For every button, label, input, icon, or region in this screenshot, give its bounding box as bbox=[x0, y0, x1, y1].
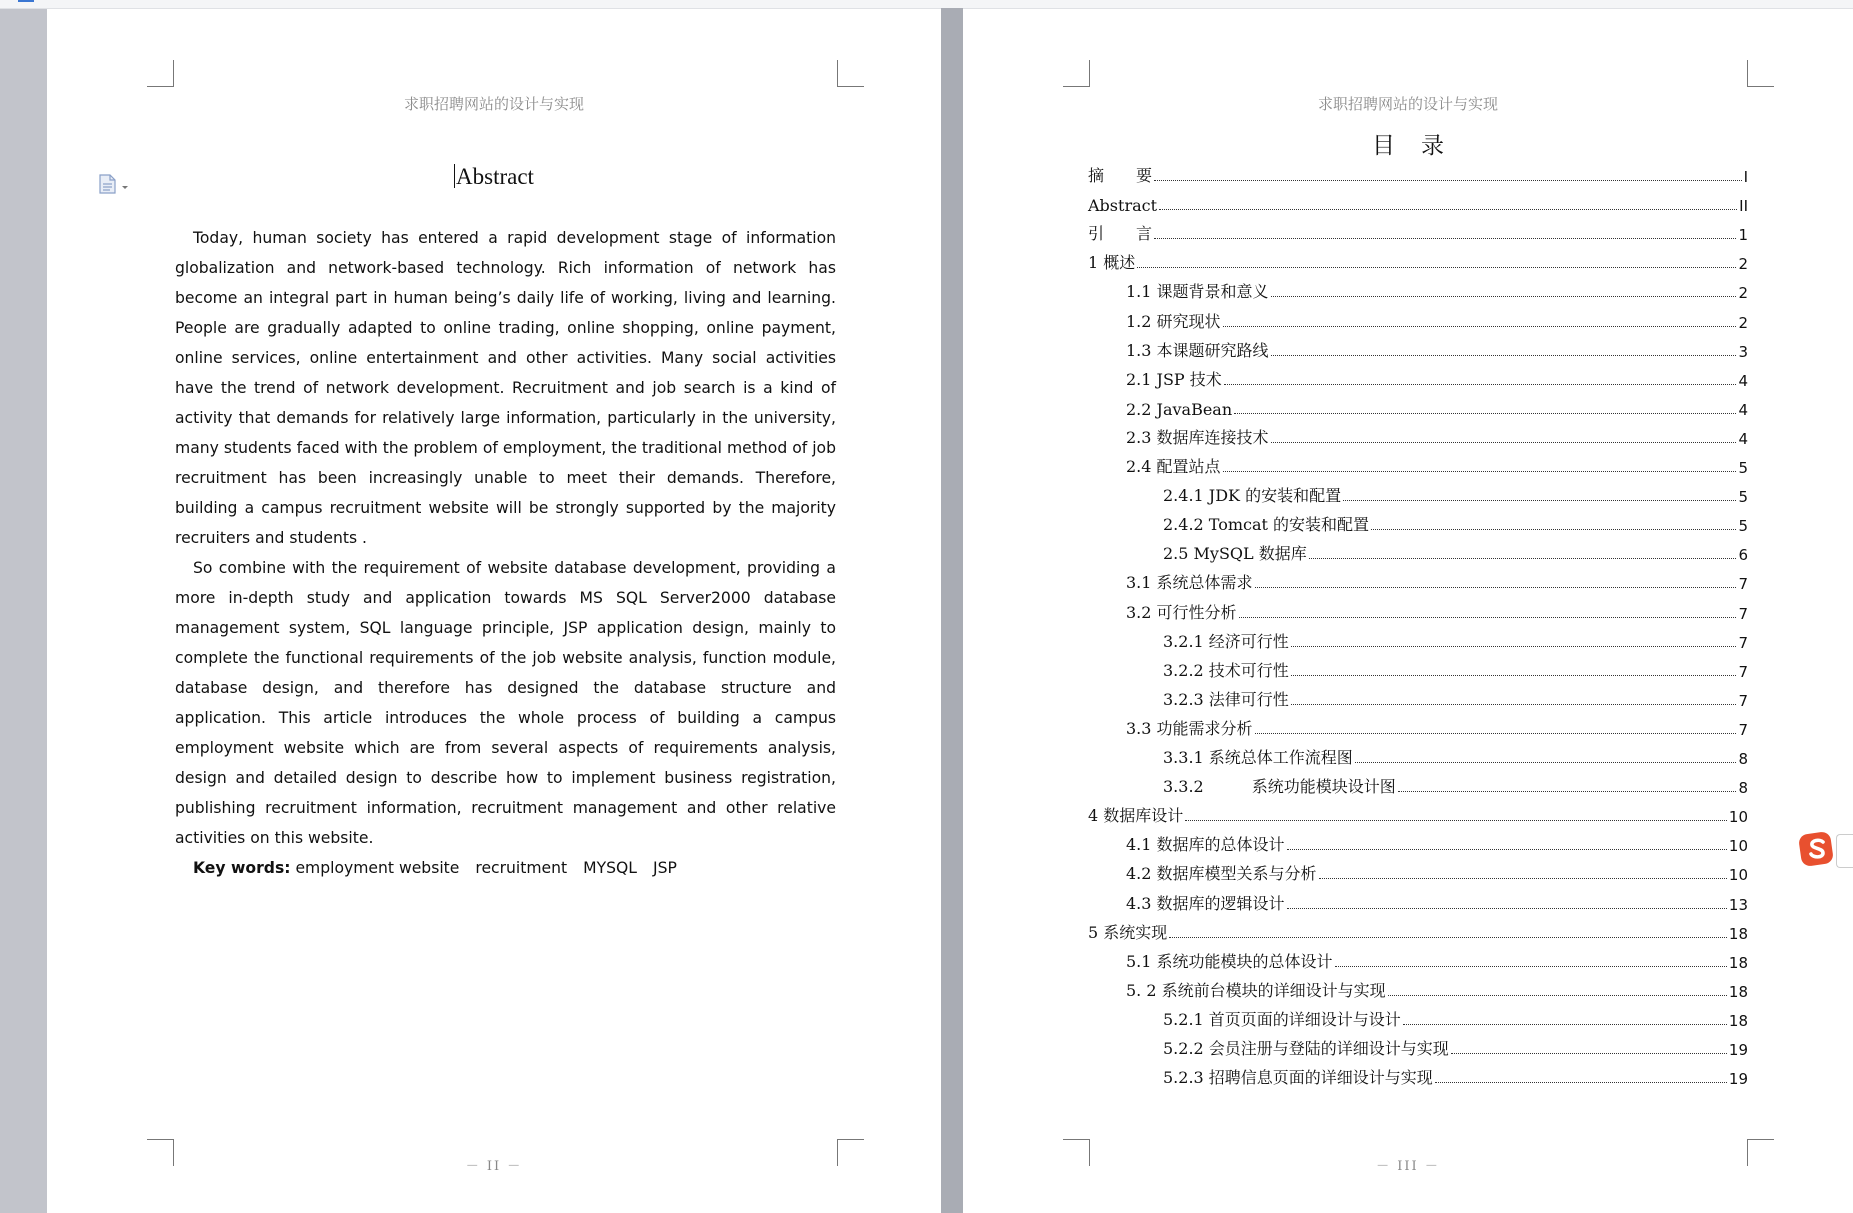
toc-leader-dots bbox=[1154, 238, 1736, 239]
toc-leader-dots bbox=[1319, 878, 1727, 879]
toc-entry-title: 2.4.2 Tomcat 的安装和配置 bbox=[1163, 515, 1370, 535]
toc-entry[interactable] bbox=[1126, 569, 1748, 593]
toc-entry-title: 3.1 系统总体需求 bbox=[1126, 573, 1253, 593]
crop-mark bbox=[147, 60, 174, 87]
toc-entry-page: 5 bbox=[1738, 488, 1748, 507]
toc-leader-dots bbox=[1291, 704, 1737, 705]
toc-entry-title: 4.1 数据库的总体设计 bbox=[1126, 835, 1285, 855]
toc-entry-page: 5 bbox=[1738, 459, 1748, 477]
toc-leader-dots bbox=[1271, 296, 1737, 297]
toc-entry-title: 5 系统实现 bbox=[1088, 922, 1168, 942]
toc-entry[interactable] bbox=[1163, 1064, 1748, 1088]
toc-entry-title: 1.3 本课题研究路线 bbox=[1126, 340, 1269, 360]
keyword: MYSQL bbox=[583, 859, 637, 877]
toc-leader-dots bbox=[1287, 849, 1727, 850]
toc-entry[interactable] bbox=[1163, 773, 1748, 797]
toc-entry-title: Abstract bbox=[1088, 196, 1158, 216]
toc-entry[interactable] bbox=[1163, 511, 1748, 535]
toc-entry-title: 1 概述 bbox=[1088, 253, 1136, 273]
toc-entry[interactable] bbox=[1163, 744, 1748, 768]
toc-entry[interactable] bbox=[1163, 1006, 1748, 1030]
toc-entry[interactable] bbox=[1163, 628, 1748, 652]
toc-leader-dots bbox=[1185, 820, 1727, 821]
toc-entry-page: 7 bbox=[1738, 720, 1748, 739]
keyword: recruitment bbox=[475, 859, 568, 877]
toc-entry-title: 4.3 数据库的逻辑设计 bbox=[1126, 893, 1285, 913]
page-number: － II － bbox=[465, 1159, 523, 1174]
toc-leader-dots bbox=[1371, 529, 1736, 530]
abstract-title[interactable] bbox=[47, 164, 941, 190]
toc-leader-dots bbox=[1291, 675, 1737, 676]
toc-entry[interactable] bbox=[1126, 453, 1748, 477]
toc-entry-page: 7 bbox=[1738, 575, 1748, 594]
toc-entry[interactable] bbox=[1126, 890, 1748, 914]
toc-entry-page: 5 bbox=[1738, 517, 1748, 536]
toc-leader-dots bbox=[1224, 384, 1737, 385]
toc-leader-dots bbox=[1169, 937, 1727, 938]
toc-entry-title: 3.2.2 技术可行性 bbox=[1163, 660, 1289, 680]
toc-entry-page: 19 bbox=[1728, 1041, 1748, 1059]
toc-entry-title: 2.4.1 JDK 的安装和配置 bbox=[1163, 486, 1342, 506]
toc-entry-title: 3.3 功能需求分析 bbox=[1126, 718, 1253, 738]
document-page-toc[interactable] bbox=[963, 9, 1853, 1213]
toc-entry-title: 摘 要 bbox=[1088, 166, 1153, 185]
toc-entry-title: 5.2.3 招聘信息页面的详细设计与实现 bbox=[1163, 1068, 1433, 1088]
toc-leader-dots bbox=[1159, 209, 1737, 210]
toc-entry-page: I bbox=[1743, 168, 1748, 186]
toc-entry-page: 6 bbox=[1738, 546, 1748, 565]
page-gap bbox=[941, 8, 963, 1213]
toc-entry[interactable] bbox=[1088, 919, 1748, 943]
toc-entry-page: 7 bbox=[1738, 691, 1748, 710]
toc-entry-title: 3.2.1 经济可行性 bbox=[1163, 631, 1289, 651]
keyword: JSP bbox=[652, 859, 677, 877]
abstract-body[interactable] bbox=[175, 223, 836, 883]
toc-entry-page: 3 bbox=[1738, 342, 1748, 361]
toc-entry[interactable] bbox=[1126, 308, 1748, 332]
keywords-label: Key words: bbox=[193, 859, 291, 877]
toc-entry-page: 8 bbox=[1738, 750, 1748, 768]
toc-entry-title: 引 言 bbox=[1088, 224, 1153, 244]
top-toolbar-strip bbox=[0, 0, 1853, 9]
abstract-paragraph-2: So combine with the requirement of website database development, providing a more in-depth study and application towards MS SQL Server2000 database management system, SQL language principle, JSP application design, mainly to complete the functional requirements of the job website analysis, function module, database design, and therefore has designed the database structure and application. This article introduces the whole process of building a campus employment website which are from several aspects of requirements analysis, design and detailed design to describe how to implement business registration, publishing recruitment information, recruitment management and other relative activities on this website. bbox=[175, 559, 836, 847]
toc-entry[interactable] bbox=[1126, 715, 1748, 739]
toc-entry[interactable] bbox=[1163, 540, 1748, 564]
ime-side-tab[interactable] bbox=[1836, 834, 1853, 868]
toc-leader-dots bbox=[1271, 442, 1737, 443]
toc-entry[interactable] bbox=[1126, 599, 1748, 623]
toc-entry-page: 18 bbox=[1728, 924, 1748, 943]
toc-entry-page: 1 bbox=[1738, 226, 1748, 245]
toc-title: 目录 bbox=[1372, 133, 1470, 159]
toc-entry-title: 1.1 课题背景和意义 bbox=[1126, 282, 1269, 302]
toc-entry-title: 3.2 可行性分析 bbox=[1126, 602, 1237, 622]
toc-leader-dots bbox=[1223, 326, 1737, 327]
crop-mark bbox=[1747, 60, 1774, 87]
toc-entry-title: 3.2.3 法律可行性 bbox=[1163, 689, 1289, 709]
toc-entry-title: 5. 2 系统前台模块的详细设计与实现 bbox=[1126, 980, 1386, 1000]
toc-entry-title: 5.2.2 会员注册与登陆的详细设计与实现 bbox=[1163, 1039, 1449, 1058]
toc-entry-page: 10 bbox=[1728, 808, 1748, 827]
toc-entry[interactable] bbox=[1126, 337, 1748, 361]
toc-entry[interactable] bbox=[1088, 191, 1748, 215]
toc-leader-dots bbox=[1291, 646, 1737, 647]
toc-leader-dots bbox=[1403, 1024, 1727, 1025]
toc-entry[interactable] bbox=[1163, 657, 1748, 681]
toc-entry[interactable] bbox=[1126, 831, 1748, 855]
crop-mark bbox=[837, 60, 864, 87]
toc-entry-page: 4 bbox=[1738, 400, 1748, 419]
toc-entry[interactable] bbox=[1088, 802, 1748, 826]
toc-entry-page: 19 bbox=[1728, 1070, 1748, 1089]
toc-entry[interactable] bbox=[1126, 278, 1748, 302]
toc-entry-page: 4 bbox=[1738, 371, 1748, 390]
toc-entry-page: 13 bbox=[1728, 895, 1748, 914]
toc-entry-page: 2 bbox=[1738, 255, 1748, 274]
toc-entry-title: 3.3.2 系统功能模块设计图 bbox=[1163, 777, 1396, 797]
toc-leader-dots bbox=[1355, 762, 1737, 763]
toc-entry-page: 2 bbox=[1738, 313, 1748, 332]
abstract-title-text: Abstract bbox=[456, 164, 534, 189]
toc-entry-page: 7 bbox=[1738, 662, 1748, 681]
toc-leader-dots bbox=[1137, 267, 1736, 268]
toc-entry-title: 2.2 JavaBean bbox=[1126, 399, 1233, 419]
tab-indicator bbox=[18, 0, 34, 2]
page-number: － III － bbox=[1376, 1159, 1440, 1174]
toc-entry-title: 4 数据库设计 bbox=[1088, 806, 1184, 826]
toc-leader-dots bbox=[1309, 558, 1737, 559]
toc-leader-dots bbox=[1234, 413, 1736, 414]
toc-entry[interactable] bbox=[1126, 860, 1748, 884]
toc-entry-title: 2.5 MySQL 数据库 bbox=[1163, 544, 1307, 564]
toc-leader-dots bbox=[1255, 587, 1737, 588]
toc-entry[interactable] bbox=[1126, 424, 1748, 448]
toc-entry[interactable] bbox=[1088, 220, 1748, 244]
document-page-abstract[interactable] bbox=[47, 9, 941, 1213]
toc-entry[interactable] bbox=[1088, 249, 1748, 273]
toc-leader-dots bbox=[1435, 1082, 1727, 1083]
toc-leader-dots bbox=[1398, 791, 1737, 792]
toc-entry-page: 10 bbox=[1728, 837, 1748, 856]
toc-entry-title: 2.3 数据库连接技术 bbox=[1126, 427, 1269, 447]
toc-leader-dots bbox=[1388, 995, 1727, 996]
toc-leader-dots bbox=[1239, 617, 1737, 618]
toc-leader-dots bbox=[1335, 966, 1727, 967]
toc-leader-dots bbox=[1451, 1053, 1727, 1054]
page-header: 求职招聘网站的设计与实现 bbox=[403, 95, 584, 113]
toc-entry-page: 18 bbox=[1728, 1011, 1748, 1030]
sogou-ime-icon[interactable] bbox=[1797, 829, 1837, 869]
toc-entry[interactable] bbox=[1126, 395, 1748, 419]
keyword: employment website bbox=[295, 859, 460, 877]
toc-entry-title: 3.3.1 系统总体工作流程图 bbox=[1163, 748, 1353, 767]
toc-entry-page: 18 bbox=[1728, 953, 1748, 972]
toc-entry[interactable] bbox=[1163, 482, 1748, 506]
toc-leader-dots bbox=[1255, 733, 1737, 734]
toc-leader-dots bbox=[1223, 471, 1737, 472]
toc-entry-title: 5.1 系统功能模块的总体设计 bbox=[1126, 951, 1333, 971]
toc-leader-dots bbox=[1343, 500, 1736, 501]
toc-leader-dots bbox=[1271, 355, 1737, 356]
toc-entry-title: 2.1 JSP 技术 bbox=[1126, 369, 1222, 389]
toc-entry[interactable] bbox=[1126, 366, 1748, 390]
toc-entry[interactable] bbox=[1126, 977, 1748, 1001]
toc-entry-title: 5.2.1 首页页面的详细设计与设计 bbox=[1163, 1009, 1401, 1029]
crop-mark bbox=[1063, 60, 1090, 87]
toc-entry-page: 7 bbox=[1738, 604, 1748, 623]
keywords-line bbox=[175, 853, 836, 883]
toc-entry-page: 18 bbox=[1728, 982, 1748, 1001]
toc-entry-page: 4 bbox=[1738, 429, 1748, 448]
toc-entry-page: 10 bbox=[1728, 866, 1748, 885]
toc-leader-dots bbox=[1287, 908, 1727, 909]
toc-entry-page: 7 bbox=[1738, 633, 1748, 652]
toc-entry[interactable] bbox=[1088, 162, 1748, 186]
toc-entry-title: 4.2 数据库模型关系与分析 bbox=[1126, 864, 1317, 884]
toc-entry[interactable] bbox=[1163, 1035, 1748, 1059]
page-header: 求职招聘网站的设计与实现 bbox=[1317, 95, 1498, 113]
toc-entry[interactable] bbox=[1163, 686, 1748, 710]
abstract-paragraph-1: Today, human society has entered a rapid development stage of information globalization and network-based technology. Rich information of network has become an integral part in human being’s daily life of working, living and learning. People are gradually adapted to online trading, online shopping, online payment, online services, online entertainment and other activities. Many social activities have the trend of network development. Recruitment and job search is a kind of activity that demands for relatively large information, particularly in the university, many students faced with the problem of employment, the traditional method of job recruitment has been increasingly unable to meet their demands. Therefore, building a campus recruitment website will be strongly supported by the majority recruiters and students . bbox=[175, 229, 836, 547]
text-cursor bbox=[454, 164, 455, 188]
toc-entry-title: 2.4 配置站点 bbox=[1126, 457, 1221, 476]
toc-entry-page: II bbox=[1739, 197, 1748, 216]
toc-entry-page: 8 bbox=[1738, 779, 1748, 798]
toc-entry[interactable] bbox=[1126, 948, 1748, 972]
toc-entry-title: 1.2 研究现状 bbox=[1126, 311, 1221, 331]
toc-leader-dots bbox=[1154, 180, 1742, 181]
toc-entry-page: 2 bbox=[1738, 284, 1748, 303]
